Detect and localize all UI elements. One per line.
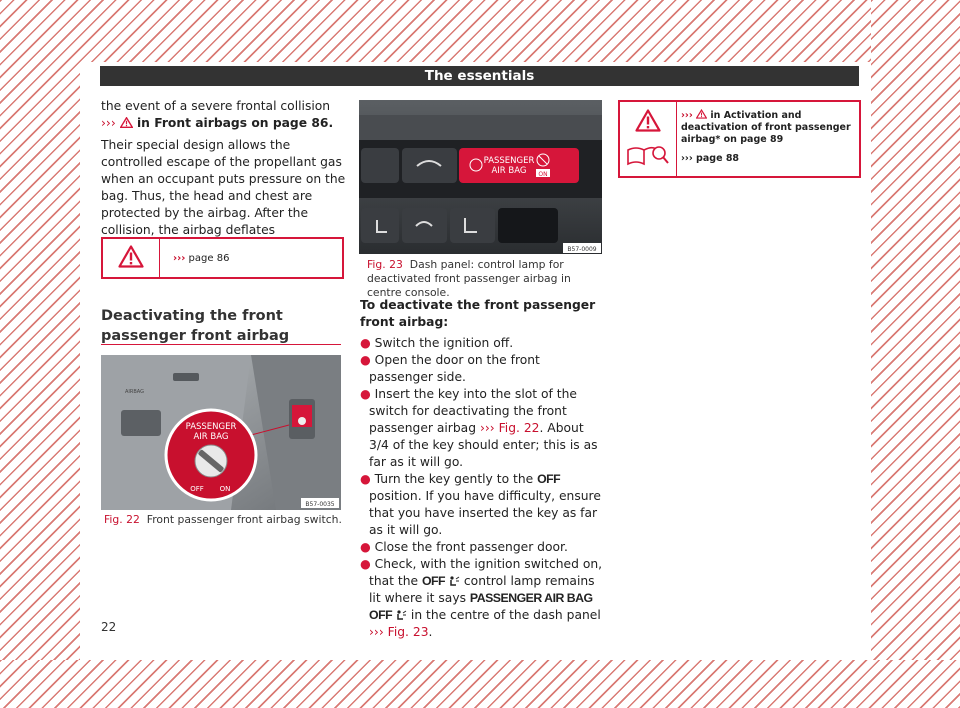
hatch-border-bottom: [0, 660, 960, 708]
warning-ref[interactable]: ››› page 86: [173, 253, 230, 264]
passenger-airbag-icon: [449, 576, 460, 586]
airbag-switch-illustration: [101, 355, 341, 510]
list-item: ● Check, with the ignition switched on, that the OFF control lamp remains lit where it says PASSENGER AIR BAG OFF in the centre of the dash panel ››› Fig. 23.: [360, 557, 603, 639]
svg-text:ON: ON: [219, 485, 231, 493]
intro-line1: the event of a severe frontal collision: [101, 99, 331, 113]
warning-ref-activation[interactable]: ››› in Activation and deactivation of front passenger airbag* on page 89: [681, 110, 851, 145]
instructions-title: To deactivate the front passenger front airbag:: [360, 298, 596, 329]
off-symbol: OFF: [421, 574, 446, 588]
warning-box: [101, 237, 344, 279]
book-magnifier-icon: [626, 144, 670, 168]
hatch-border-right: [871, 0, 960, 708]
warning-icon: [696, 109, 707, 119]
heading-rule: [101, 344, 341, 345]
figure-23-image: [359, 100, 602, 254]
list-item: ● Switch the ignition off.: [360, 336, 514, 350]
list-item: ● Insert the key into the slot of the switch for deactivating the front passenger airbag ››› Fig. 22. About 3/4 of the key should enter; this is as far as it will go.: [360, 387, 598, 469]
intro-ref-link[interactable]: in Front airbags on page 86.: [132, 116, 334, 130]
svg-text:AIR BAG: AIR BAG: [491, 166, 527, 176]
warning-triangle-icon: [635, 109, 661, 132]
svg-text:PASSENGER: PASSENGER: [185, 422, 237, 432]
page-number: 22: [101, 620, 117, 634]
passenger-airbag-icon: [396, 610, 407, 620]
list-item: ● Close the front passenger door.: [360, 540, 568, 554]
figure-22-image: [101, 355, 341, 510]
warning-triangle-icon: [118, 245, 144, 268]
list-item: ● Open the door on the front passenger side.: [360, 353, 540, 384]
svg-text:PASSENGER: PASSENGER: [483, 156, 535, 166]
fig-22-link[interactable]: ››› Fig. 22: [479, 421, 540, 435]
svg-text:B57-0009: B57-0009: [567, 246, 597, 253]
warning-icon: [120, 117, 133, 128]
section-header: The essentials: [100, 66, 859, 86]
hatch-border-top: [0, 0, 960, 62]
svg-text:OFF: OFF: [190, 485, 204, 493]
fig-23-link[interactable]: ››› Fig. 23: [369, 625, 429, 639]
warning-divider: [159, 239, 160, 277]
dash-panel-illustration: [359, 100, 602, 254]
arrow-glyph: ›››: [101, 116, 116, 130]
warning-divider: [676, 102, 677, 176]
section-heading: Deactivating the front passenger front airbag: [101, 308, 290, 344]
warning-ref-page88[interactable]: ››› page 88: [681, 153, 740, 164]
svg-text:B57-0035: B57-0035: [305, 501, 335, 508]
svg-text:AIRBAG: AIRBAG: [125, 389, 145, 395]
figure-22-caption: Fig. 22 Front passenger front airbag switch.: [104, 513, 342, 526]
off-symbol: OFF: [537, 472, 561, 486]
svg-text:ON: ON: [538, 171, 548, 178]
hatch-border-left: [0, 0, 80, 708]
svg-text:AIR BAG: AIR BAG: [193, 432, 229, 442]
warning-box: [618, 100, 861, 178]
figure-23-caption: Fig. 23 Dash panel: control lamp for deactivated front passenger airbag in centre console.: [367, 258, 571, 299]
instructions: [360, 297, 603, 641]
intro-paragraph-1: [101, 98, 346, 132]
list-item: ● Turn the key gently to the OFF position. If you have difficulty, ensure that you have inserted the key as far as it will go.: [360, 472, 601, 537]
passenger-airbag-off-symbol: PASSENGER AIR BAG OFF: [369, 591, 593, 622]
intro-paragraph-2: Their special design allows the controlled escape of the propellant gas when an occupant puts pressure on the bag. Thus, the head and chest are protected by the airbag. After the collision, the airbag deflates: [101, 138, 346, 237]
